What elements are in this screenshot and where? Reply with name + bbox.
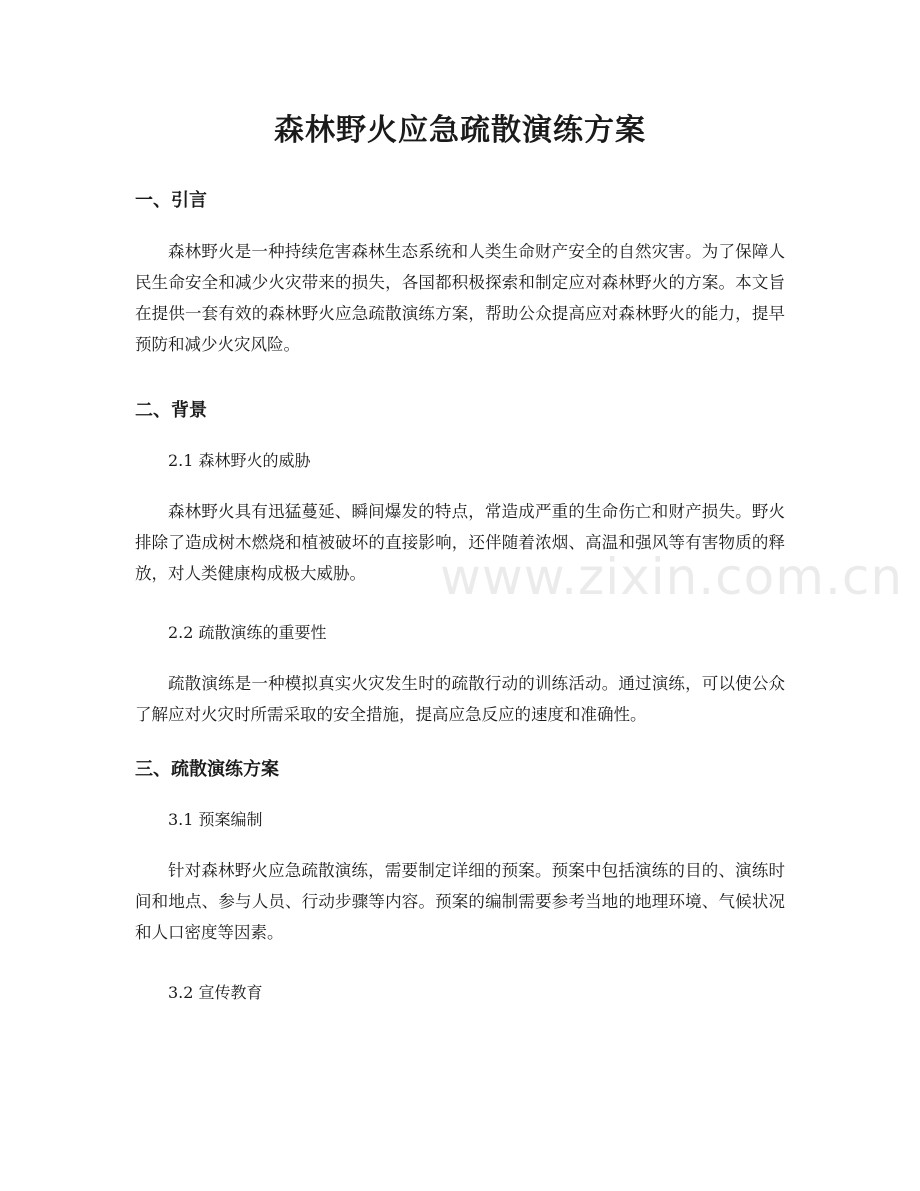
section-heading-background: 二、背景 [135,400,207,421]
subsection-heading-3-1: 3.1 预案编制 [168,810,263,829]
paragraph-2-2: 疏散演练是一种模拟真实火灾发生时的疏散行动的训练活动。通过演练，可以使公众了解应对火灾时所需采取的安全措施，提高应急反应的速度和准确性。 [135,674,785,724]
subsection-heading-3-2: 3.2 宣传教育 [168,983,263,1002]
paragraph-3-1: 针对森林野火应急疏散演练，需要制定详细的预案。预案中包括演练的目的、演练时间和地点、参与人员、行动步骤等内容。预案的编制需要参考当地的地理环境、气候状况和人口密度等因素。 [135,861,785,942]
document-title: 森林野火应急疏散演练方案 [274,113,646,148]
intro-paragraph: 森林野火是一种持续危害森林生态系统和人类生命财产安全的自然灾害。为了保障人民生命安全和减少火灾带来的损失，各国都积极探索和制定应对森林野火的方案。本文旨在提供一套有效的森林野火应急疏散演练方案，帮助公众提高应对森林野火的能力，提早预防和减少火灾风险。 [135,242,785,354]
paragraph-2-1: 森林野火具有迅猛蔓延、瞬间爆发的特点，常造成严重的生命伤亡和财产损失。野火排除了造成树木燃烧和植被破坏的直接影响，还伴随着浓烟、高温和强风等有害物质的释放，对人类健康构成极大威胁。 [135,502,785,583]
watermark: www.zixin.com.cn [440,548,904,606]
section-heading-intro: 一、引言 [135,190,207,211]
subsection-heading-2-2: 2.2 疏散演练的重要性 [168,623,327,642]
subsection-heading-2-1: 2.1 森林野火的威胁 [168,451,311,470]
section-heading-drill-plan: 三、疏散演练方案 [135,759,279,780]
